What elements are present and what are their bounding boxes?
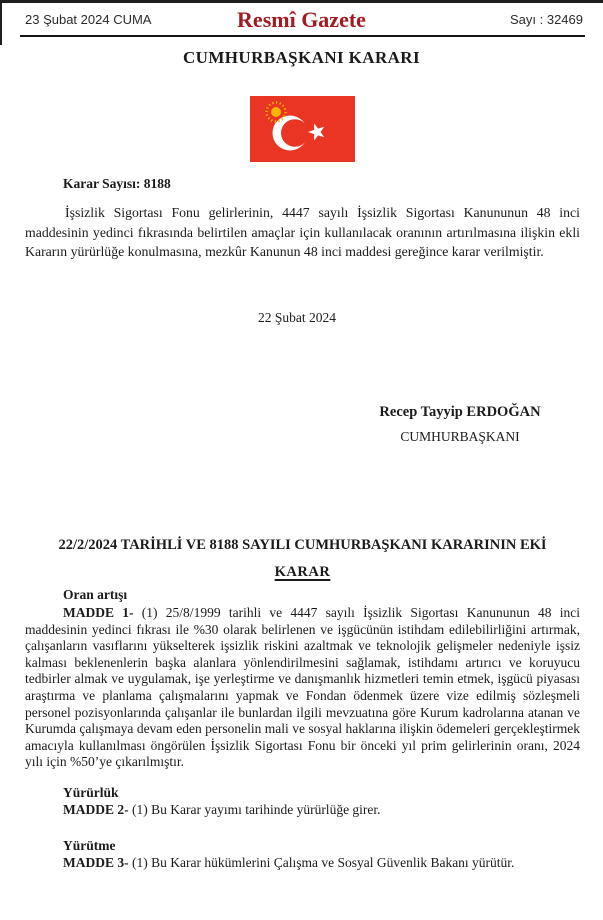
section-heading-oran-artisi: Oran artışı — [63, 587, 128, 602]
section-heading-yurutme: Yürütme — [63, 838, 116, 853]
decree-date: 22 Şubat 2024 — [258, 310, 337, 325]
decision-number: Karar Sayısı: 8188 — [63, 176, 171, 191]
article-3-label: MADDE 3- — [63, 855, 129, 870]
article-3-text: (1) Bu Karar hükümlerini Çalışma ve Sosyal Güvenlik Bakanı yürütür. — [132, 855, 515, 870]
article-2-label: MADDE 2- — [63, 802, 129, 817]
gazette-date: 23 Şubat 2024 CUMA — [25, 12, 152, 27]
annex-title-line1: 22/2/2024 TARİHLİ VE 8188 SAYILI CUMHURBAŞKANI KARARININ EKİ — [58, 537, 547, 553]
gazette-issue-number: Sayı : 32469 — [510, 12, 583, 27]
article-1-paragraph — [25, 605, 580, 771]
annex-title — [25, 532, 580, 586]
presidential-flag-icon — [250, 96, 355, 162]
president-title: CUMHURBAŞKANI — [400, 429, 520, 444]
decree-body-paragraph: İşsizlik Sigortası Fonu gelirlerinin, 4447 sayılı İşsizlik Sigortası Kanununun 48 inci maddesinin yedinci fıkrasında belirtilen amaçlar için kullanılacak oranının artırılmasına ilişkin ekli Kararın yürürlüğe konulmasına, mezkûr Kanunun 48 inci maddesi gereğince karar verilmiştir. — [25, 205, 580, 260]
section-heading-yururluk: Yürürlük — [63, 785, 119, 800]
decree-heading: CUMHURBAŞKANI KARARI — [182, 48, 421, 67]
article-1-label: MADDE 1- — [63, 605, 134, 620]
article-2-text: (1) Bu Karar yayımı tarihinde yürürlüğe girer. — [132, 802, 381, 817]
article-1-text: (1) 25/8/1999 tarihli ve 4447 sayılı İşsizlik Sigortası Kanununun 48 inci maddesinin yedinci fıkrası ile %30 olarak belirlenen ve işgücünün istihdam edilebilirliğini artırmak, çalışanların vasıflarını yükselterek işsizlik riskini azaltmak ve teknolojik gelişmeler nedeniyle işsiz kalması beklenenlerin başka alanlara yönlendirilmesini sağlamak, istihdamı artırıcı ve koruyucu tedbirler almak ve uygulamak, işe yerleştirme ve danışmanlık hizmetleri temin etmek, işgücü piyasası araştırma ve planlama çalışmalarını yapmak ve Fondan ödenmek üzere vize edilmiş sözleşmeli personel pozisyonlarında çalışanlar ile bunlardan ilgili mevzuatına göre Kurum kadrolarına atanan ve Kurumda çalışmaya devam eden personelin mali ve sosyal haklarına ilişkin ödemeleri gerçekleştirmek amacıyla kullanılması öngörülen İşsizlik Sigortası Fonu bir önceki yıl prim gelirlerinin oranı, 2024 yılı için %50’ye çıkarılmıştır. — [25, 605, 580, 770]
annex-title-line2: KARAR — [274, 564, 331, 580]
signature-block — [373, 404, 547, 445]
turkish-flag-graphic — [250, 96, 355, 162]
header-divider — [20, 35, 585, 37]
president-name: Recep Tayyip ERDOĞAN — [379, 404, 541, 420]
article-3-paragraph — [25, 855, 580, 872]
article-2-paragraph — [25, 802, 580, 819]
gazette-title: Resmî Gazete — [237, 7, 366, 32]
